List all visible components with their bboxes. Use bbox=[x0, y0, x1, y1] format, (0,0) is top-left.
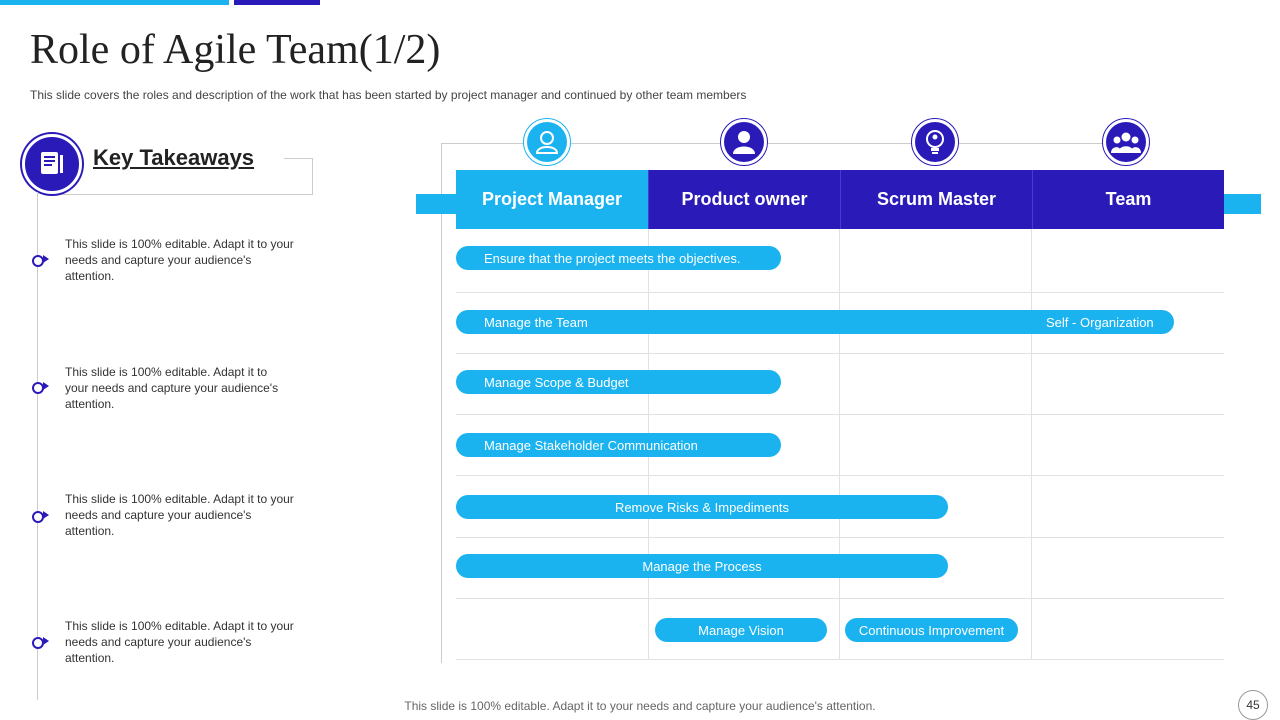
row-divider bbox=[456, 414, 1224, 415]
role-header-project-manager: Project Manager bbox=[456, 170, 648, 229]
page-subtitle: This slide covers the roles and description of the work that has been started by project manager and continued by other team members bbox=[30, 88, 747, 102]
row-divider bbox=[456, 353, 1224, 354]
role-header-scrum-master: Scrum Master bbox=[840, 170, 1032, 229]
takeaway-item: This slide is 100% editable. Adapt it to your needs and capture your audience's attention. bbox=[65, 619, 294, 665]
matrix-frame-left bbox=[441, 143, 442, 663]
takeaways-timeline bbox=[37, 192, 38, 700]
takeaway-item: This slide is 100% editable. Adapt it to your needs and capture your audience's attention. bbox=[65, 492, 294, 538]
takeaway-item: This slide is 100% editable. Adapt it to your needs and capture your audience's attention. bbox=[65, 365, 279, 411]
arrow-icon bbox=[43, 511, 49, 519]
top-accent-bar bbox=[0, 0, 229, 5]
task-manage-process: Manage the Process bbox=[456, 554, 948, 578]
arrow-icon bbox=[43, 255, 49, 263]
arrow-icon bbox=[43, 637, 49, 645]
top-brand-bar bbox=[234, 0, 320, 5]
task-manage-stakeholder: Manage Stakeholder Communication bbox=[456, 433, 781, 457]
row-divider bbox=[456, 659, 1224, 660]
takeaway-item: This slide is 100% editable. Adapt it to your needs and capture your audience's attention. bbox=[65, 237, 294, 283]
role-header-product-owner: Product owner bbox=[648, 170, 840, 229]
column-divider bbox=[839, 229, 840, 660]
row-divider bbox=[456, 537, 1224, 538]
header-edge-left bbox=[416, 194, 456, 214]
task-ensure-objectives: Ensure that the project meets the objectives. bbox=[456, 246, 781, 270]
task-manage-scope: Manage Scope & Budget bbox=[456, 370, 781, 394]
arrow-icon bbox=[43, 382, 49, 390]
task-manage-team bbox=[456, 310, 1174, 334]
row-divider bbox=[456, 475, 1224, 476]
row-divider bbox=[456, 598, 1224, 599]
row-divider bbox=[456, 292, 1224, 293]
role-header-team: Team bbox=[1032, 170, 1224, 229]
task-continuous-improvement: Continuous Improvement bbox=[845, 618, 1018, 642]
header-edge-right bbox=[1223, 194, 1261, 214]
person-icon bbox=[720, 118, 768, 166]
page-number: 45 bbox=[1238, 690, 1268, 720]
task-manage-vision: Manage Vision bbox=[655, 618, 827, 642]
document-icon bbox=[22, 134, 82, 194]
group-icon bbox=[1102, 118, 1150, 166]
lightbulb-icon bbox=[911, 118, 959, 166]
task-remove-risks: Remove Risks & Impediments bbox=[456, 495, 948, 519]
task-self-organization-label: Self - Organization bbox=[1046, 314, 1154, 330]
user-icon bbox=[523, 118, 571, 166]
takeaways-heading: Key Takeaways bbox=[93, 145, 255, 170]
footer-note: This slide is 100% editable. Adapt it to your needs and capture your audience's attention. bbox=[404, 699, 876, 713]
task-manage-team-label: Manage the Team bbox=[484, 314, 588, 330]
column-divider bbox=[1031, 229, 1032, 660]
page-title: Role of Agile Team(1/2) bbox=[30, 27, 441, 73]
